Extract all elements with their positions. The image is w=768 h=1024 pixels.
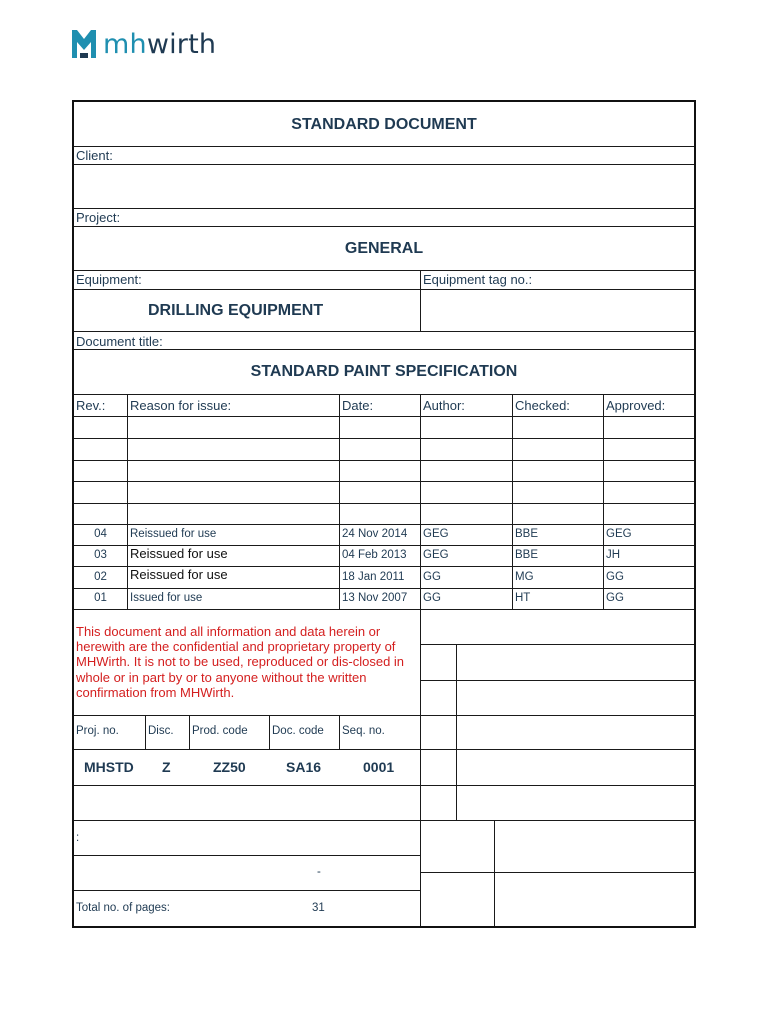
equipment-label: Equipment: (76, 272, 142, 287)
seq-no-header: Seq. no. (342, 725, 385, 737)
rev-approved: GEG (606, 528, 632, 540)
checked-header: Checked: (515, 398, 570, 413)
disc-value: Z (162, 759, 171, 775)
rev-date: 24 Nov 2014 (342, 528, 408, 540)
rev-reason: Issued for use (130, 592, 203, 604)
project-label: Project: (76, 210, 121, 225)
rev-approved: GG (606, 571, 624, 583)
approved-header: Approved: (606, 398, 666, 413)
rev-reason: Reissued for use (130, 567, 228, 582)
rev-checked: BBE (515, 549, 539, 561)
rev-author: GEG (423, 549, 449, 561)
proj-no-value: MHSTD (84, 759, 134, 775)
equipment-tag-label: Equipment tag no.: (423, 272, 533, 287)
document-title-value: STANDARD PAINT SPECIFICATION (250, 363, 518, 380)
company-logo (70, 28, 216, 60)
rev-approved: GG (606, 592, 624, 604)
mhwirth-logo-icon (70, 28, 98, 60)
project-value: GENERAL (344, 240, 424, 257)
confidentiality-notice: This document and all information and data herein or herewith are the confidential and proprietary property of MHWirth. It is not to be used, reproduced or dis-closed in whole or in part by or to anyone without the written confirmation from MHWirth. (76, 624, 405, 700)
logo-wordmark: mhwirth (103, 28, 217, 60)
client-label: Client: (76, 148, 113, 163)
proj-no-header: Proj. no. (76, 725, 119, 737)
rev-checked: MG (515, 571, 534, 583)
rev-reason: Reissued for use (130, 546, 228, 561)
total-pages-label: Total no. of pages: (76, 902, 170, 914)
rev-number: 03 (94, 549, 107, 561)
author-header: Author: (423, 398, 465, 413)
date-header: Date: (342, 398, 374, 413)
rev-author: GEG (423, 528, 449, 540)
rev-number: 01 (94, 592, 107, 604)
prod-code-value: ZZ50 (213, 759, 246, 775)
rev-number: 02 (94, 571, 107, 583)
footer-dash: - (317, 866, 321, 878)
total-pages-value: 31 (312, 902, 325, 914)
rev-checked: BBE (515, 528, 539, 540)
prod-code-header: Prod. code (192, 725, 248, 737)
rev-date: 18 Jan 2011 (342, 571, 405, 583)
document-title-label: Document title: (76, 334, 163, 349)
document-type-title: STANDARD DOCUMENT (291, 116, 477, 133)
document-cover-sheet (72, 100, 696, 928)
reason-header: Reason for issue: (130, 398, 232, 413)
rev-author: GG (423, 571, 441, 583)
doc-code-header: Doc. code (272, 725, 324, 737)
footer-colon: : (76, 832, 80, 844)
rev-date: 04 Feb 2013 (342, 549, 407, 561)
rev-date: 13 Nov 2007 (342, 592, 408, 604)
doc-code-value: SA16 (286, 759, 322, 775)
rev-header: Rev.: (76, 398, 106, 413)
equipment-value: DRILLING EQUIPMENT (148, 302, 324, 319)
rev-checked: HT (515, 592, 531, 604)
rev-reason: Reissued for use (130, 528, 217, 540)
rev-number: 04 (94, 528, 107, 540)
disc-header: Disc. (148, 725, 174, 737)
seq-no-value: 0001 (363, 759, 395, 775)
rev-author: GG (423, 592, 441, 604)
rev-approved: JH (606, 549, 621, 561)
